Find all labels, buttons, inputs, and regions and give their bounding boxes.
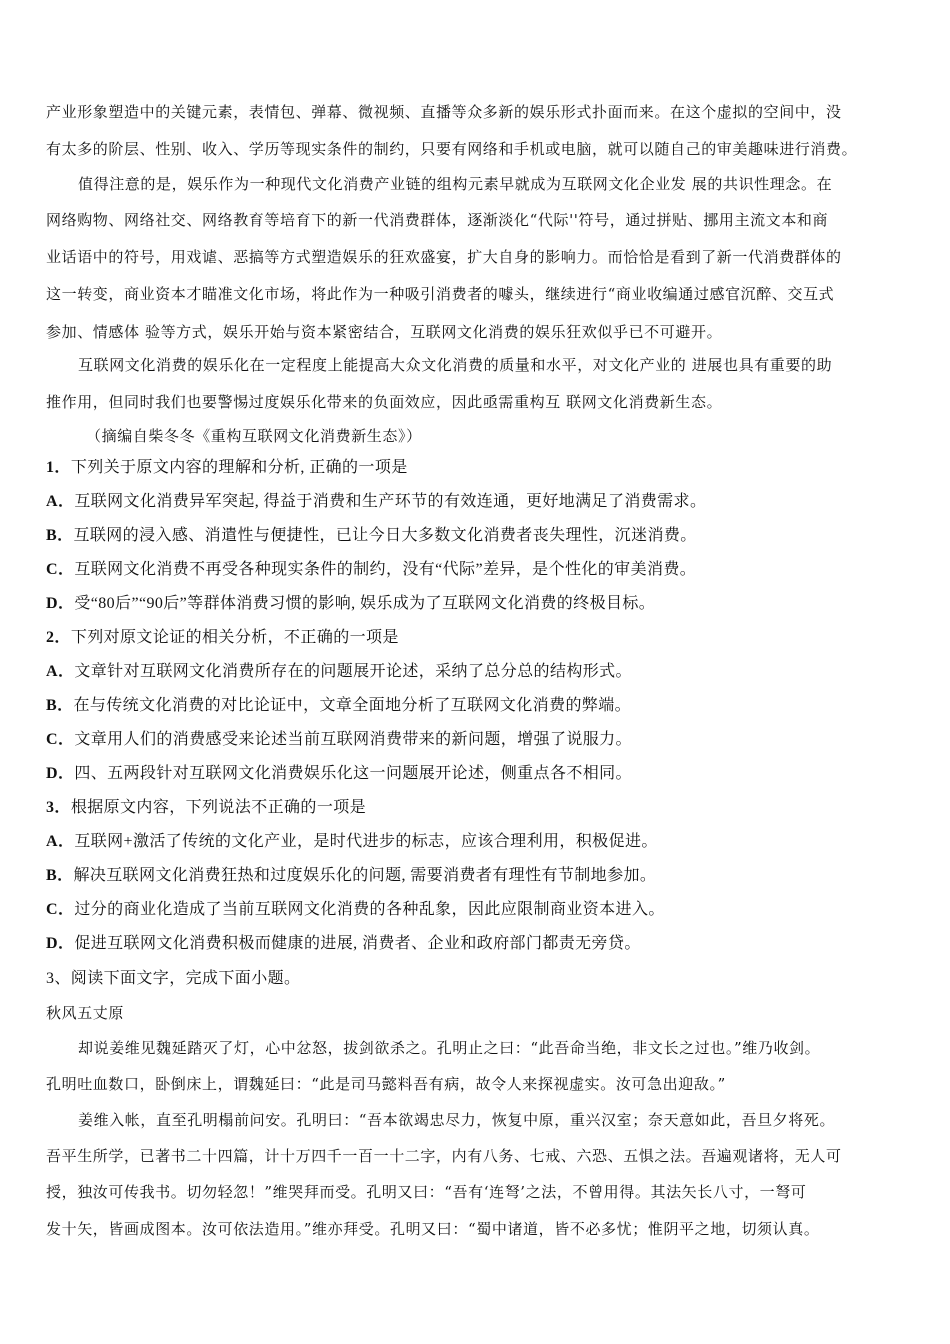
passage-line: 授，独汝可传我书。切勿轻忽！”维哭拜而受。孔明又曰：“吾有‘连弩’之法，不曾用得。其法矢长八寸，一弩可: [46, 1183, 807, 1201]
question-stem: [46, 457, 906, 479]
option-text: 互联网文化消费不再受各种现实条件的制约，没有“代际”差异，是个性化的审美消费。: [74, 561, 697, 578]
option-label: D．: [46, 595, 75, 612]
passage-line: 吾平生所学，已著书二十四篇，计十万四千一百一十二字，内有八务、七戒、六恐、五惧之法。吾遍观诸将，无人可: [46, 1147, 842, 1165]
question-text: 下列对原文论证的相关分析，不正确的一项是: [70, 629, 399, 646]
answer-option: [46, 491, 906, 513]
answer-option: [46, 729, 906, 751]
option-label: A．: [46, 493, 75, 510]
option-label: A．: [46, 663, 75, 680]
option-text: 四、五两段针对互联网文化消费娱乐化这一问题展开论述，侧重点各不相同。: [74, 765, 632, 782]
option-label: D．: [46, 935, 75, 952]
option-text: 文章针对互联网文化消费所存在的问题展开论述，采纳了总分总的结构形式。: [74, 663, 632, 680]
passage-line: 参加、情感体 验等方式，娱乐开始与资本紧密结合，互联网文化消费的娱乐狂欢似乎已不可避开。: [46, 323, 723, 341]
passage-line: 姜维入帐，直至孔明榻前问安。孔明曰：“吾本欲竭忠尽力，恢复中原，重兴汉室；奈天意如此，吾旦夕将死。: [78, 1111, 836, 1129]
passage-line: 却说姜维见魏延踏灭了灯，心中忿怒，拔剑欲杀之。孔明止之曰：“此吾命当绝，非文长之过也。”维乃收剑。: [78, 1039, 821, 1057]
option-text: 互联网文化消费异军突起, 得益于消费和生产环节的有效连通，更好地满足了消费需求。: [74, 493, 707, 510]
option-label: C．: [46, 731, 75, 748]
answer-option: [46, 593, 906, 615]
answer-option: [46, 763, 906, 785]
answer-option: [46, 933, 906, 955]
passage-line: 产业形象塑造中的关键元素，表情包、弹幕、微视频、直播等众多新的娱乐形式扑面而来。在这个虚拟的空间中，没: [46, 103, 842, 121]
question-text: 根据原文内容，下列说法不正确的一项是: [70, 799, 367, 816]
option-text: 互联网的浸入感、消遣性与便捷性，已让今日大多数文化消费者丧失理性，沉迷消费。: [73, 527, 697, 544]
option-label: B．: [46, 527, 74, 544]
passage-line: 网络购物、网络社交、网络教育等培育下的新一代消费群体，逐渐淡化“代际''符号，通过拼贴、挪用主流文本和商: [46, 211, 829, 229]
option-label: C．: [46, 561, 75, 578]
option-text: 在与传统文化消费的对比论证中，文章全面地分析了互联网文化消费的弊端。: [73, 697, 632, 714]
answer-option: [46, 559, 906, 581]
passage-line: 推作用，但同时我们也要警惕过度娱乐化带来的负面效应，因此亟需重构互 联网文化消费新生态。: [46, 393, 723, 411]
section-heading: 3、阅读下面文字，完成下面小题。: [46, 970, 301, 987]
passage-line: 这一转变，商业资本才瞄准文化市场，将此作为一种吸引消费者的噱头，继续进行“商业收编通过感官沉醉、交互式: [46, 285, 835, 303]
answer-option: [46, 661, 906, 683]
option-text: 促进互联网文化消费积极而健康的进展, 消费者、企业和政府部门都责无旁贷。: [74, 935, 641, 952]
option-label: A．: [46, 833, 75, 850]
passage-title: 秋风五丈原: [46, 1004, 125, 1022]
option-text: 受“80后”“90后”等群体消费习惯的影响, 娱乐成为了互联网文化消费的终极目标。: [74, 595, 656, 612]
option-text: 互联网+激活了传统的文化产业，是时代进步的标志，应该合理利用，积极促进。: [74, 833, 658, 850]
question-number: 1．: [46, 459, 71, 476]
passage-line: 孔明吐血数口，卧倒床上，谓魏延曰：“此是司马懿料吾有病，故令人来探视虚实。汝可急出迎敌。”: [46, 1075, 726, 1093]
option-label: C．: [46, 901, 75, 918]
passage-line: 互联网文化消费的娱乐化在一定程度上能提高大众文化消费的质量和水平，对文化产业的 进展也具有重要的助: [78, 356, 833, 374]
question-stem: [46, 627, 906, 649]
question-number: 2．: [46, 629, 71, 646]
passage-line: 发十矢，皆画成图本。汝可依法造用。”维亦拜受。孔明又曰：“蜀中诸道，皆不必多忧；惟阴平之地，切须认真。: [46, 1220, 820, 1238]
passage-line: 值得注意的是，娱乐作为一种现代文化消费产业链的组构元素早就成为互联网文化企业发 展的共识性理念。在: [78, 175, 833, 193]
answer-option: [46, 831, 906, 853]
option-label: B．: [46, 697, 74, 714]
option-text: 过分的商业化造成了当前互联网文化消费的各种乱象，因此应限制商业资本进入。: [74, 901, 665, 918]
answer-option: [46, 695, 906, 717]
answer-option: [46, 899, 906, 921]
source-citation: （摘编自柴冬冬《重构互联网文化消费新生态》）: [86, 427, 422, 445]
answer-option: [46, 525, 906, 547]
question-text: 下列关于原文内容的理解和分析, 正确的一项是: [70, 459, 408, 476]
question-stem: [46, 797, 906, 819]
option-label: D．: [46, 765, 75, 782]
passage-line: 业话语中的符号，用戏谑、恶搞等方式塑造娱乐的狂欢盛宴，扩大自身的影响力。而恰恰是看到了新一代消费群体的: [46, 248, 842, 266]
answer-option: [46, 865, 906, 887]
passage-line: 有太多的阶层、性别、收入、学历等现实条件的制约，只要有网络和手机或电脑，就可以随自己的审美趣味进行消费。: [46, 140, 858, 158]
question-number: 3．: [46, 799, 71, 816]
option-text: 解决互联网文化消费狂热和过度娱乐化的问题, 需要消费者有理性有节制地参加。: [73, 867, 657, 884]
option-text: 文章用人们的消费感受来论述当前互联网消费带来的新问题，增强了说服力。: [74, 731, 632, 748]
option-label: B．: [46, 867, 74, 884]
